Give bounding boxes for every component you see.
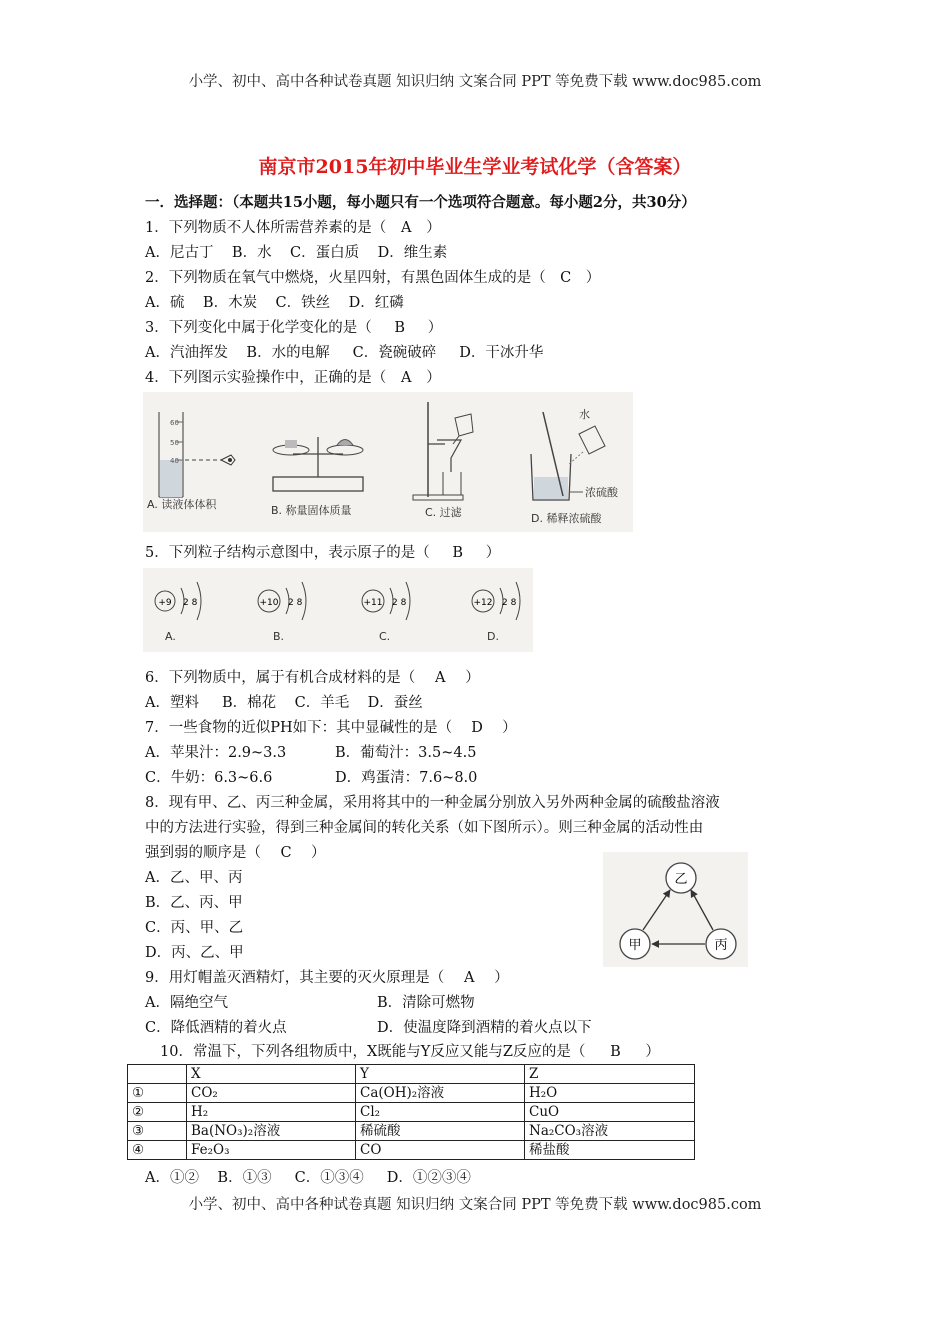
- table-cell: 稀盐酸: [525, 1141, 695, 1160]
- option: A．①②: [145, 1170, 199, 1186]
- option: A．尼古丁: [145, 245, 214, 261]
- bracket: ）: [645, 1044, 660, 1060]
- table-cell: ③: [128, 1122, 187, 1141]
- nucleus-label: +9: [158, 598, 172, 608]
- option: C．羊毛: [294, 695, 350, 711]
- bracket: ）: [485, 545, 501, 561]
- bracket: ）: [426, 370, 441, 386]
- question-6: [145, 671, 480, 686]
- question-stem: 7．一些食物的近似PH如下：其中显碱性的是（: [145, 720, 453, 736]
- option: C．蛋白质: [290, 245, 360, 261]
- particle-d: [472, 582, 520, 643]
- particle-a: [155, 582, 201, 643]
- option: B．清除可燃物: [377, 995, 475, 1011]
- table-cell: ②: [128, 1103, 187, 1122]
- option: A．汽油挥发: [145, 345, 228, 361]
- lab-operations-figure: [143, 392, 633, 532]
- answer: A: [400, 370, 412, 386]
- table-cell: Na₂CO₃溶液: [525, 1122, 695, 1141]
- particle-label: A.: [165, 630, 176, 643]
- answer: C: [560, 270, 572, 286]
- question-stem: 6．下列物质中，属于有机合成材料的是（: [145, 670, 416, 686]
- figure-caption: C. 过滤: [425, 506, 462, 519]
- table-header-cell: [128, 1065, 187, 1084]
- water-label: 水: [579, 408, 590, 421]
- cylinder-reading-figure: [147, 412, 235, 511]
- metal-jia-label: 甲: [628, 938, 642, 953]
- question-5: [145, 546, 500, 561]
- reaction-table: [127, 1064, 695, 1160]
- page-title: 南京市2015年初中毕业生学业考试化学（含答案）: [258, 156, 692, 178]
- option: D．红磷: [348, 295, 404, 311]
- metal-yi-label: 乙: [674, 872, 688, 887]
- table-cell: ①: [128, 1084, 187, 1103]
- question-8-line3: [145, 846, 326, 861]
- question-stem: 10．常温下，下列各组物质中，X既能与Y反应又能与Z反应的是（: [160, 1044, 586, 1060]
- table-cell: CO₂: [187, 1084, 356, 1103]
- option: A．乙、甲、丙: [145, 870, 243, 886]
- tick-label: 50: [170, 439, 179, 447]
- option: B．棉花: [222, 695, 277, 711]
- option: B．水: [231, 245, 272, 261]
- option: C．瓷碗破碎: [352, 345, 437, 361]
- option: D．丙、乙、甲: [145, 945, 244, 961]
- option: A．硫: [145, 295, 185, 311]
- question-3-options: [145, 346, 543, 361]
- question-7-options-row1: [145, 746, 476, 761]
- option: C．①③④: [294, 1170, 364, 1186]
- particle-label: D.: [487, 630, 499, 643]
- table-cell: Cl₂: [356, 1103, 525, 1122]
- option: D．①②③④: [386, 1170, 471, 1186]
- question-7: [145, 721, 517, 736]
- arrow-jia-to-yi: [643, 890, 670, 930]
- question-stem: 4．下列图示实验操作中，正确的是（: [145, 370, 387, 386]
- option: B．葡萄汁：3.5~4.5: [335, 745, 477, 761]
- tick-label: 40: [170, 457, 179, 465]
- shell-label: 2 8: [288, 598, 303, 608]
- balance-figure: [271, 437, 363, 517]
- table-cell: Ba(NO₃)₂溶液: [187, 1122, 356, 1141]
- table-cell: CO: [356, 1141, 525, 1160]
- shell-label: 2 8: [183, 598, 198, 608]
- option: C．铁丝: [275, 295, 331, 311]
- table-cell: 稀硫酸: [356, 1122, 525, 1141]
- shell-label: 2 8: [502, 598, 517, 608]
- answer: A: [463, 970, 475, 986]
- option: B．乙、丙、甲: [145, 895, 243, 911]
- question-4: [145, 371, 441, 386]
- shell-label: 2 8: [392, 598, 407, 608]
- option: C．丙、甲、乙: [145, 920, 244, 936]
- dilution-figure: [531, 407, 619, 525]
- particle-c: [362, 582, 410, 643]
- filtration-figure: [413, 402, 473, 519]
- question-10: [160, 1045, 660, 1060]
- answer: B: [452, 545, 464, 561]
- nucleus-label: +10: [259, 598, 279, 608]
- table-cell: Fe₂O₃: [187, 1141, 356, 1160]
- bracket: ）: [426, 220, 441, 236]
- option: C．牛奶：6.3~6.6: [145, 770, 273, 786]
- question-8-line1: 8．现有甲、乙、丙三种金属，采用将其中的一种金属分别放入另外两种金属的硫酸盐溶液: [145, 795, 720, 811]
- figure-caption: D. 稀释浓硫酸: [531, 512, 602, 525]
- question-stem: 9．用灯帽盖灭酒精灯，其主要的灭火原理是（: [145, 970, 445, 986]
- bracket: ）: [427, 320, 443, 336]
- question-10-options: [145, 1171, 471, 1186]
- table-cell: Ca(OH)₂溶液: [356, 1084, 525, 1103]
- option: D．使温度降到酒精的着火点以下: [377, 1020, 592, 1036]
- particle-label: B.: [273, 630, 285, 643]
- bracket: ）: [311, 845, 326, 861]
- tick-label: 60: [170, 419, 179, 427]
- bracket: ）: [494, 970, 509, 986]
- option: D．鸡蛋清：7.6~8.0: [335, 770, 478, 786]
- table-row: [128, 1103, 695, 1122]
- bracket: ）: [585, 270, 601, 286]
- bracket: ）: [502, 720, 517, 736]
- question-8-line2: 中的方法进行实验，得到三种金属间的转化关系（如下图所示）。则三种金属的活动性由: [145, 820, 704, 836]
- page-header: 小学、初中、高中各种试卷真题 知识归纳 文案合同 PPT 等免费下载 www.doc985.com: [188, 74, 762, 90]
- table-header-cell: Y: [356, 1065, 525, 1084]
- table-row: [128, 1084, 695, 1103]
- table-cell: H₂O: [525, 1084, 695, 1103]
- bracket: ）: [465, 670, 480, 686]
- table-header-cell: Z: [525, 1065, 695, 1084]
- question-2: [145, 271, 600, 286]
- answer: A: [434, 670, 446, 686]
- figure-caption: A. 读液体体积: [147, 498, 217, 511]
- arrow-bing-to-yi: [691, 890, 713, 930]
- option: A．塑料: [145, 695, 199, 711]
- particle-b: [258, 582, 306, 643]
- question-stem: 强到弱的顺序是（: [145, 845, 261, 861]
- option: B．①③: [217, 1170, 272, 1186]
- option: B．水的电解: [246, 345, 330, 361]
- table-header-cell: X: [187, 1065, 356, 1084]
- option: C．降低酒精的着火点: [145, 1020, 287, 1036]
- answer: D: [471, 720, 483, 736]
- table-row: [128, 1122, 695, 1141]
- answer: B: [394, 320, 406, 336]
- option: D．干冰升华: [459, 345, 544, 361]
- question-stem: 5．下列粒子结构示意图中，表示原子的是（: [145, 545, 430, 561]
- question-7-options-row2: [145, 771, 477, 786]
- option: D．维生素: [377, 245, 448, 261]
- option: B．木炭: [202, 295, 258, 311]
- option: A．苹果汁：2.9~3.3: [145, 745, 287, 761]
- metal-bing-label: 丙: [714, 938, 728, 953]
- question-9: [145, 971, 509, 986]
- answer: B: [610, 1044, 621, 1060]
- option: A．隔绝空气: [145, 995, 228, 1011]
- question-1-options: [145, 246, 447, 261]
- table-cell: H₂: [187, 1103, 356, 1122]
- particle-structure-figure: [143, 568, 533, 652]
- question-3: [145, 321, 442, 336]
- figure-caption: B. 称量固体质量: [271, 504, 352, 517]
- question-2-options: [145, 296, 404, 311]
- question-6-options: [145, 696, 423, 711]
- question-stem: 1．下列物质不人体所需营养素的是（: [145, 220, 387, 236]
- question-1: [145, 221, 441, 236]
- table-cell: CuO: [525, 1103, 695, 1122]
- table-header-row: [128, 1065, 695, 1084]
- nucleus-label: +12: [473, 598, 493, 608]
- page-footer: 小学、初中、高中各种试卷真题 知识归纳 文案合同 PPT 等免费下载 www.doc985.com: [188, 1197, 762, 1213]
- nucleus-label: +11: [363, 598, 383, 608]
- question-stem: 3．下列变化中属于化学变化的是（: [145, 320, 372, 336]
- section-heading: 一．选择题：（本题共15小题，每小题只有一个选项符合题意。每小题2分，共30分）: [145, 194, 696, 211]
- answer: A: [400, 220, 412, 236]
- question-9-options-row2: [145, 1021, 592, 1036]
- question-stem: 2．下列物质在氧气中燃烧，火星四射，有黑色固体生成的是（: [145, 270, 546, 286]
- acid-label: 浓硫酸: [585, 486, 618, 499]
- table-cell: ④: [128, 1141, 187, 1160]
- particle-label: C.: [379, 630, 391, 643]
- metal-conversion-diagram: [603, 852, 748, 967]
- option: D．蚕丝: [367, 695, 423, 711]
- question-9-options-row1: [145, 996, 475, 1011]
- table-row: [128, 1141, 695, 1160]
- answer: C: [280, 845, 292, 861]
